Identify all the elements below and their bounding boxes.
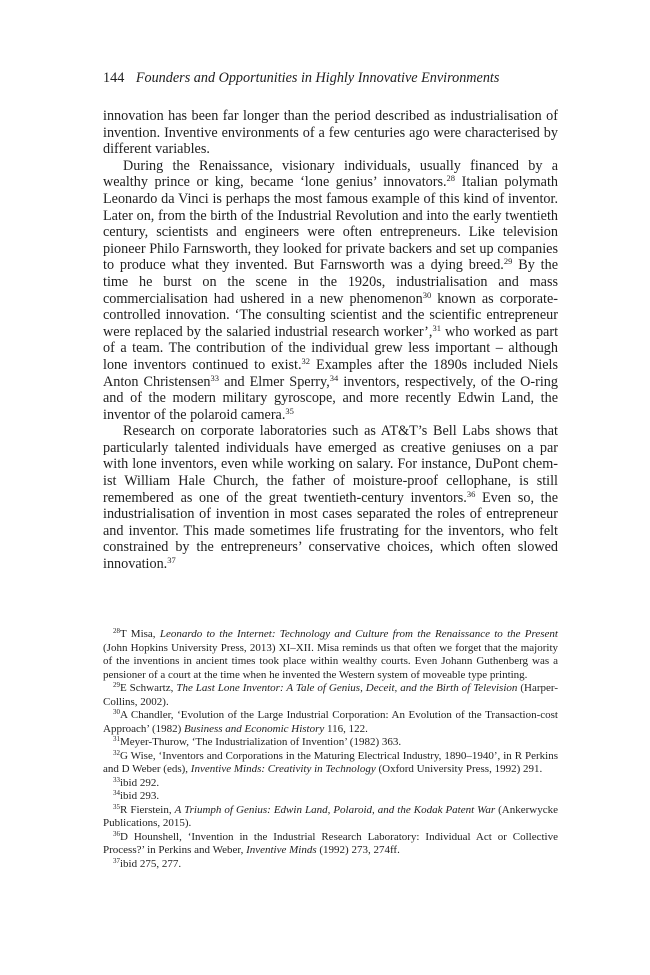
footnote-33 [103, 777, 558, 791]
footnote-number: 30 [113, 708, 120, 716]
footnote-text: E Schwartz, [120, 682, 177, 694]
paragraph-2 [103, 158, 558, 424]
footnote-number: 33 [113, 775, 120, 784]
footnote-ref[interactable]: 32 [301, 355, 311, 366]
paragraph-text: who worked as part of a team. The contribution of the individual grew less important – although lone inventors continued to exist. [103, 323, 559, 373]
footnote-text: (Harper-Collins, 2002). [103, 682, 559, 708]
footnote-31 [103, 736, 558, 750]
paragraph-text: and Elmer Sperry, [219, 373, 330, 390]
footnote-text: ibid 275, 277. [120, 857, 182, 870]
footnote-35 [103, 804, 558, 831]
footnote-book-title: Leonardo to the Internet: Technology and Culture from the Renaissance to the Present [159, 628, 558, 640]
footnote-text: A Chandler, ‘Evolution of the Large Industrial Corporation: An Evolution of the Transaction-cost Approach’ (1982) [103, 709, 558, 735]
footnote-text: ibid 292. [120, 776, 160, 789]
footnote-number: 32 [113, 748, 120, 757]
footnote-text: 116, 122. [324, 722, 368, 735]
footnote-36 [103, 831, 558, 858]
footnote-ref[interactable]: 30 [422, 289, 432, 300]
footnote-text: G Wise, ‘Inventors and Corporations in the Maturing Electrical Industry, 1890–1940’, in R Perkins and D Weber (eds), [103, 749, 558, 775]
footnote-30 [103, 709, 558, 736]
footnote-ref[interactable]: 37 [167, 555, 176, 566]
page-number: 144 [103, 70, 125, 86]
footnote-number: 35 [113, 802, 120, 811]
footnote-text: R Fierstein, [120, 803, 175, 816]
footnote-ref[interactable]: 33 [210, 372, 220, 383]
footnote-book-title: Inventive Minds [246, 844, 317, 856]
footnote-number: 36 [113, 829, 120, 838]
footnote-number: 37 [113, 856, 120, 865]
footnotes [103, 628, 558, 871]
footnote-text: (1992) 273, 274ff. [316, 844, 400, 856]
paragraph-text: known as corporate-controlled innovation. ‘The consulting scientist and the scientific entrepreneur were replaced by the salaried industrial research worker’, [103, 290, 558, 340]
footnote-ref[interactable]: 29 [503, 256, 513, 267]
footnote-text: T Misa, [120, 628, 160, 640]
paragraph-text: By the time he burst on the scene in the 1920s, industrialisation and mass commercialisation had ushered in a new phenomenon [103, 257, 559, 307]
footnote-book-title: Inventive Minds: Creativity in Technology [190, 763, 376, 775]
paragraph-1 [103, 108, 558, 158]
paragraph-text: Examples after the 1890s included Niels Anton Christensen [103, 356, 558, 390]
running-head [103, 70, 563, 87]
footnote-ref[interactable]: 34 [329, 372, 339, 383]
paragraph-text: inventors, respectively, of the O-ring and of the modern military gyroscope, and more recently Edwin Land, the inventor of the polaroid camera. [103, 373, 558, 423]
footnote-book-title: A Triumph of Genius: Edwin Land, Polaroid, and the Kodak Patent War [174, 803, 496, 816]
running-title: Founders and Opportunities in Highly Innovative Environments [135, 70, 500, 86]
footnote-text: D Hounshell, ‘Invention in the Industrial Research Laboratory: Individual Act or Collective Process?’ in Perkins and Weber, [103, 830, 558, 856]
footnote-28 [103, 628, 558, 682]
footnote-journal-title: Business and Economic History [184, 722, 325, 735]
paragraph-3 [103, 423, 558, 572]
footnote-text: ibid 293. [120, 790, 160, 802]
footnote-37 [103, 858, 558, 872]
footnote-ref[interactable]: 36 [466, 488, 476, 499]
footnote-32 [103, 750, 558, 777]
footnote-29 [103, 682, 558, 709]
footnote-book-title: The Last Lone Inventor: A Tale of Genius, Deceit, and the Birth of Television [176, 682, 518, 694]
footnote-ref[interactable]: 31 [432, 322, 441, 333]
paragraph-text: Even so, the industrialisation of invention in most cases separated the roles of entrepreneur and inventor. This made sometimes life frustrating for the inventors, who felt constrained by the entrepreneurs’ conservative choices, which often slowed innovation. [103, 489, 558, 573]
footnote-ref[interactable]: 28 [446, 173, 456, 184]
footnote-text: Meyer-Thurow, ‘The Industrialization of Invention’ (1982) 363. [120, 736, 402, 748]
paragraph-text: During the Renaissance, visionary individuals, usually financed by a wealthy prince or king, became ‘lone genius’ innovators. [103, 157, 558, 191]
footnote-ref[interactable]: 35 [285, 405, 294, 416]
paragraph-text: innovation has been far longer than the period described as industrialisation of invention. Inventive environments of a few centuries ago were characterised by different variables. [103, 108, 558, 158]
footnote-text: (Oxford University Press, 1992) 291. [375, 763, 543, 775]
footnote-number: 29 [113, 681, 120, 689]
footnote-number: 31 [113, 735, 120, 743]
body-text [103, 108, 558, 573]
footnote-text: (John Hopkins University Press, 2013) XI–XII. Misa reminds us that often we forget that the majority of the inventions in ancient times took place within wealthy courts. Even Johann Guthenberg was a pensioner of a court at the time when he invented the Western system of moveable type printing. [103, 641, 558, 681]
paragraph-text: Italian polymath Leonardo da Vinci is perhaps the most famous example of this kind of inventor. Later on, from the birth of the Industrial Revolution and into the early twentieth century, scientists and engineers were often entrepreneurs. Like television pioneer Philo Farnsworth, they looked for private backers and set up companies to produce what they invented. But Farnsworth was a dying breed. [103, 174, 558, 274]
footnote-34 [103, 790, 558, 804]
paragraph-text: Research on corporate laboratories such as AT&T’s Bell Labs shows that particularly talented individuals have emerged as creative geniuses on a par with lone inventors, even while working on salary. For instance, DuPont chemist William Hale Church, the father of moisture-proof cellophane, is still remembered as one of the great twentieth-century inventors. [103, 423, 558, 506]
footnote-number: 28 [113, 627, 120, 635]
footnote-number: 34 [113, 789, 120, 797]
footnote-text: (Ankerwycke Publications, 2015). [103, 803, 558, 829]
